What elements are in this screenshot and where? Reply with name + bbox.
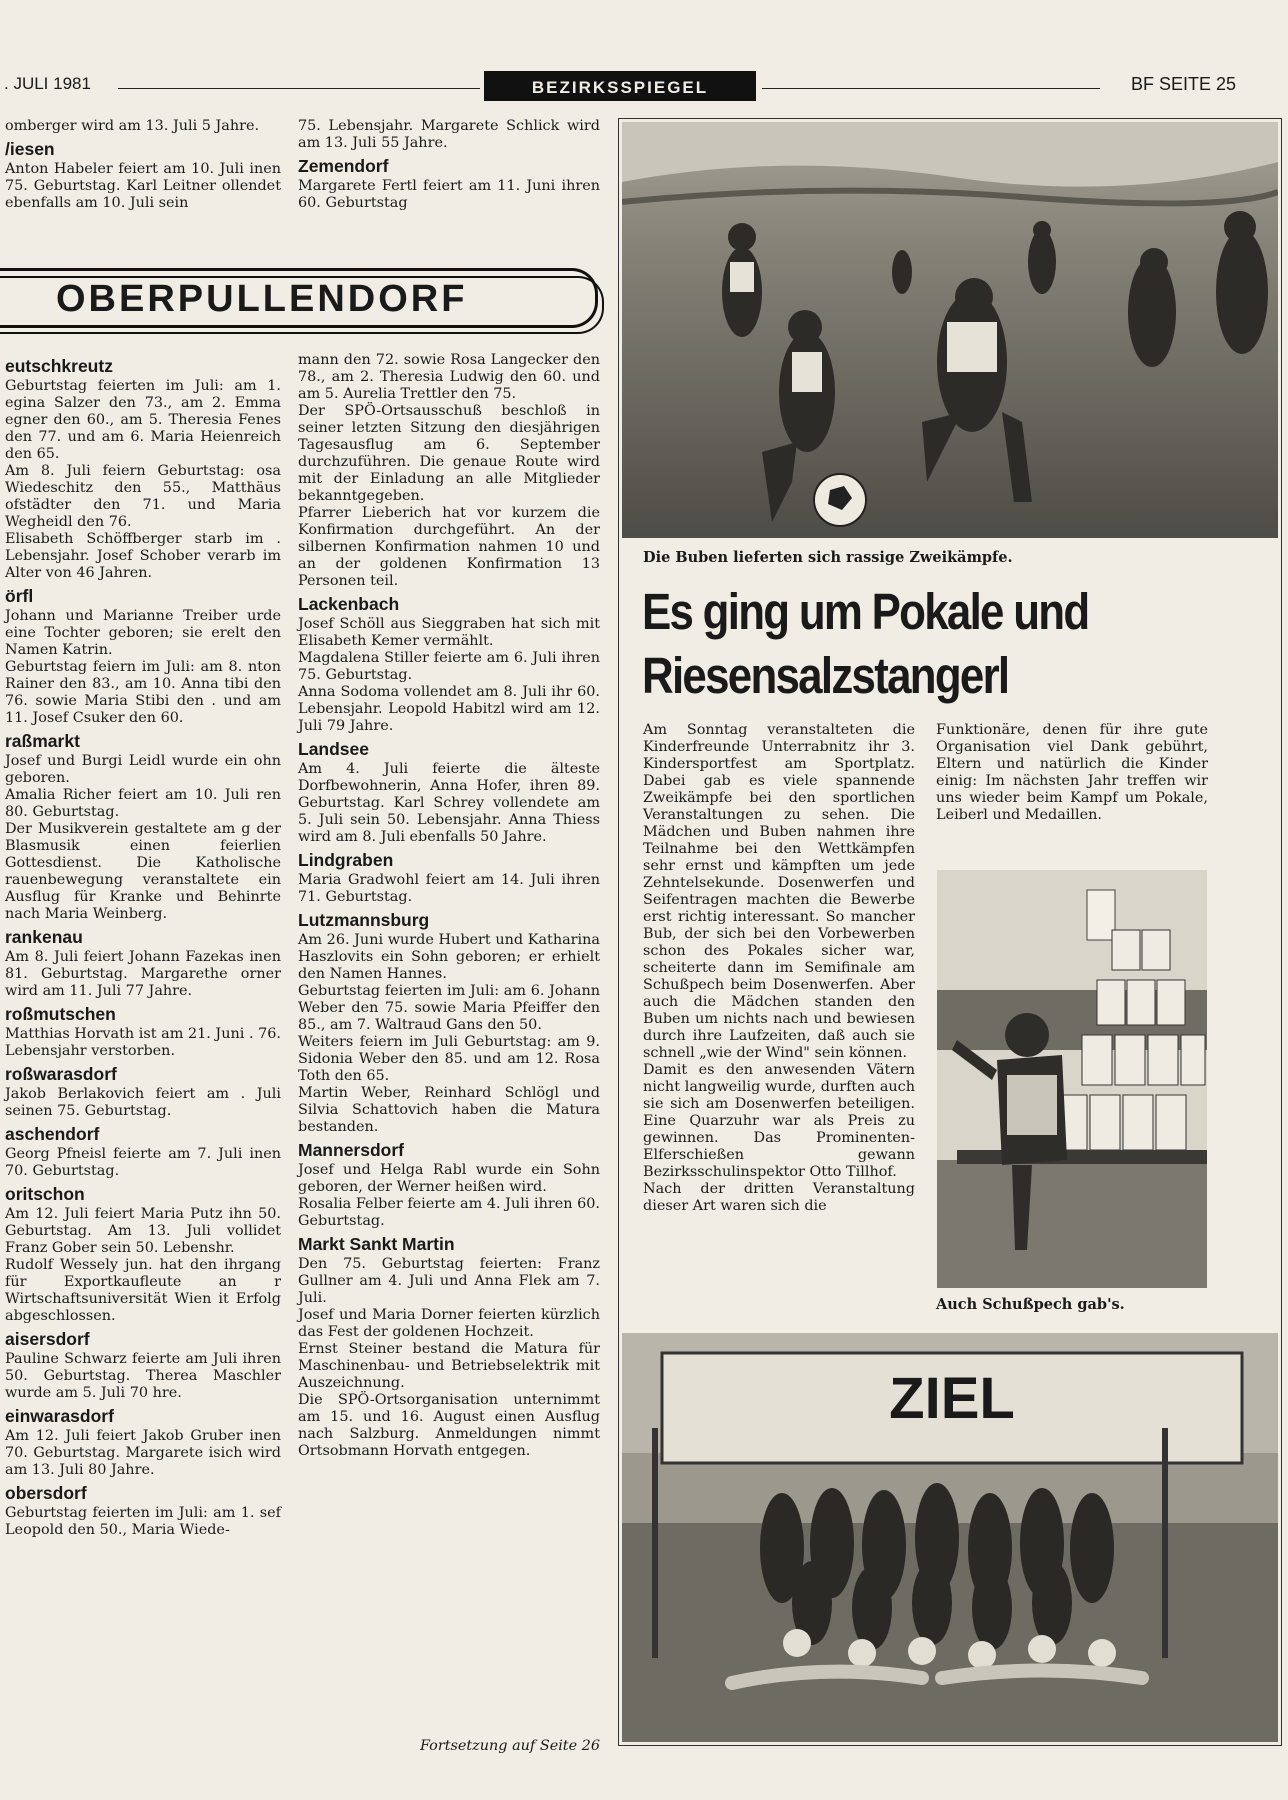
place-heading: aisersdorf: [5, 1329, 90, 1349]
place-heading: einwarasdorf: [5, 1406, 114, 1426]
paragraph: Geburtstag feierten im Juli: am 6. Johann Weber den 75. sowie Maria Pfeiffer den 85., am 7. Waltraud Gans den 50.: [298, 983, 600, 1033]
place-heading: eutschkreutz: [5, 356, 113, 376]
paragraph: Damit es den anwesenden Vätern nicht langweilig wurde, durften auch sie sich am Dosenwerfen beteiligen. Eine Quarzuhr war als Preis zu gewinnen. Das Prominenten-Elferschießen gewann Bezirksschulinspektor Otto Tillhof.: [643, 1062, 915, 1180]
issue-date: . JULI 1981: [4, 74, 91, 93]
paragraph: Jakob Berlakovich feiert am . Juli seinen 75. Geburtstag.: [5, 1086, 281, 1119]
place-heading: roßwarasdorf: [5, 1064, 117, 1084]
football-photo-image: [622, 122, 1278, 538]
top-left-column: [5, 118, 281, 212]
paragraph: Pfarrer Lieberich hat vor kurzem die Konfirmation durchgeführt. An der silbernen Konfirmation nahmen 10 und an der goldenen Konfirmation 13 Personen teil.: [298, 505, 600, 589]
paragraph: Josef und Helga Rabl wurde ein Sohn geboren, der Werner heißen wird.: [298, 1162, 600, 1195]
paragraph: Margarete Fertl feiert am 11. Juni ihren 60. Geburtstag: [298, 178, 600, 211]
district-banner: [0, 268, 598, 328]
paragraph: Geburtstag feiern im Juli: am 8. nton Rainer den 83., am 10. Anna tibi den 76. sowie Maria Stibi den . und am 11. Josef Csuker den 60.: [5, 659, 281, 726]
paragraph: Martin Weber, Reinhard Schlögl und Silvia Schattovich haben die Matura bestanden.: [298, 1085, 600, 1135]
paragraph: Am 26. Juni wurde Hubert und Katharina Haszlovits ein Sohn geboren; er erhielt den Namen Hannes.: [298, 932, 600, 982]
story-headline: Es ging um Pokale und Riesensalzstangerl: [642, 583, 1089, 704]
paragraph: Der Musikverein gestaltete am g der Blasmusik einen feierlien Gottesdienst. Die Katholische rauenbewegung veranstaltete ein Ausflug für Kranke und Behinrte nach Maria Weinberg.: [5, 821, 281, 922]
paragraph: Geburtstag feierten im Juli: am 1. sef Leopold den 50., Maria Wiede-: [5, 1505, 281, 1538]
football-photo-caption: Die Buben lieferten sich rassige Zweikämpfe.: [643, 549, 1013, 566]
place-heading: Lackenbach: [298, 594, 400, 614]
can-throwing-photo: [937, 870, 1207, 1288]
paragraph: Nach der dritten Veranstaltung dieser Art waren sich die: [643, 1181, 915, 1214]
paragraph: Amalia Richer feiert am 10. Juli ren 80. Geburtstag.: [5, 787, 281, 820]
place-heading: Landsee: [298, 739, 369, 759]
paragraph: Am 12. Juli feiert Maria Putz ihn 50. Geburtstag. Am 13. Juli vollidet Franz Gober sein 50. Lebenshr.: [5, 1206, 281, 1256]
header-rule-left: [118, 88, 480, 89]
paragraph: Am 8. Juli feiert Johann Fazekas inen 81. Geburtstag. Margarethe orner wird am 11. Juli 77 Jahre.: [5, 949, 281, 999]
place-heading: raßmarkt: [5, 731, 80, 751]
place-heading: Zemendorf: [298, 156, 389, 176]
place-heading: rankenau: [5, 927, 83, 947]
place-heading: örfl: [5, 586, 34, 606]
paragraph: Ernst Steiner bestand die Matura für Maschinenbau- und Betriebselektrik mit Auszeichnung.: [298, 1341, 600, 1391]
paragraph: Rudolf Wessely jun. hat den ihrgang für Exportkaufleute an r Wirtschaftsuniversität Wien it Erfolg abgeschlossen.: [5, 1257, 281, 1324]
paragraph: Weiters feiern im Juli Geburtstag: am 9. Sidonia Weber den 85. und am 12. Rosa Toth den 65.: [298, 1034, 600, 1084]
paragraph: Pauline Schwarz feierte am Juli ihren 50. Geburtstag. Thereа Maschler wurde am 5. Juli 70 hre.: [5, 1351, 281, 1401]
place-heading: Lindgraben: [298, 850, 394, 870]
place-heading: obersdorf: [5, 1483, 87, 1503]
district-column-2: [298, 352, 600, 1460]
paragraph: Rosalia Felber feierte am 4. Juli ihren 60. Geburtstag.: [298, 1196, 600, 1229]
paragraph: Anton Habeler feiert am 10. Juli inen 75. Geburtstag. Karl Leitner ollendet ebenfalls am 10. Juli sein: [5, 161, 281, 211]
paragraph: Die SPÖ-Ortsorganisation unternimmt am 15. und 16. August einen Ausflug nach Salzburg. Anmeldungen nimmt Ortsobmann Horvath entgegen.: [298, 1392, 600, 1459]
page-header: [0, 74, 1288, 104]
section-title: BEZIRKSSPIEGEL: [484, 71, 756, 101]
paragraph: omberger wird am 13. Juli 5 Jahre.: [5, 118, 260, 134]
paragraph: Josef und Burgi Leidl wurde ein ohn geboren.: [5, 753, 281, 786]
paragraph: Johann und Marianne Treiber urde eine Tochter geboren; sie erelt den Namen Katrin.: [5, 608, 281, 658]
paragraph: Anna Sodoma vollendet am 8. Juli ihr 60. Lebensjahr. Leopold Habitzl wird am 12. Juli 79 Jahre.: [298, 684, 600, 734]
team-photo: [622, 1333, 1278, 1742]
page-number: BF SEITE 25: [1130, 74, 1236, 94]
paragraph: 75. Lebensjahr. Margarete Schlick wird am 13. Juli 55 Jahre.: [298, 118, 600, 151]
paragraph: Der SPÖ-Ortsausschuß beschloß in seiner letzten Sitzung den diesjährigen Tagesausflug am 6. September durchzuführen. Die genaue Route wird mit der Einladung an alle Mitglieder bekanntgegeben.: [298, 403, 600, 504]
story-column-2: [936, 722, 1208, 824]
can-throwing-caption: Auch Schußpech gab's.: [936, 1296, 1125, 1313]
paragraph: Josef und Maria Dorner feierten kürzlich das Fest der goldenen Hochzeit.: [298, 1307, 600, 1340]
paragraph: Am 12. Juli feiert Jakob Gruber inen 70. Geburtstag. Margarete isich wird am 13. Juli 80 Jahre.: [5, 1428, 281, 1478]
place-heading: /iesen: [5, 139, 55, 159]
paragraph: Geburtstag feierten im Juli: am 1. egina Salzer den 73., am 2. Emma egner den 60., am 5. Theresia Fenes den 77. und am 6. Maria Heienreich den 65.: [5, 378, 281, 462]
team-photo-image: [622, 1333, 1278, 1742]
paragraph: Matthias Horvath ist am 21. Juni . 76. Lebensjahr verstorben.: [5, 1026, 281, 1059]
continuation-note: Fortsetzung auf Seite 26: [419, 1738, 600, 1754]
paragraph: Den 75. Geburtstag feierten: Franz Gullner am 4. Juli und Anna Flek am 7. Juli.: [298, 1256, 600, 1306]
district-title: OBERPULLENDORF: [56, 278, 468, 320]
paragraph: Funktionäre, denen für ihre gute Organisation viel Dank gebührt, Eltern und natürlich die Kinder einig: Im nächsten Jahr treffen wir uns wieder beim Kampf um Pokale, Leiberl und Medaillen.: [936, 722, 1208, 823]
place-heading: aschendorf: [5, 1124, 100, 1144]
paragraph: Georg Pfneisl feierte am 7. Juli inen 70. Geburtstag.: [5, 1146, 281, 1179]
football-photo: [622, 122, 1278, 538]
paragraph: Am 8. Juli feiern Geburtstag: osa Wiedeschitz den 55., Matthäus ofstädter den 71. und Maria Wegheidl den 76.: [5, 463, 281, 530]
paragraph: Maria Gradwohl feiert am 14. Juli ihren 71. Geburtstag.: [298, 872, 600, 905]
place-heading: oritschon: [5, 1184, 85, 1204]
story-column-1: [643, 722, 915, 1215]
paragraph: Am 4. Juli feierte die älteste Dorfbewohnerin, Anna Hofer, ihren 89. Geburtstag. Karl Schrey vollendete am 5. Juli sein 50. Lebensjahr. Anna Thiess wird am 8. Juli ebenfalls 50 Jahre.: [298, 761, 600, 845]
can-throwing-photo-image: [937, 870, 1207, 1288]
banner-photo-text: ZIEL: [889, 1366, 1015, 1431]
place-heading: Mannersdorf: [298, 1140, 404, 1160]
place-heading: Markt Sankt Martin: [298, 1234, 455, 1254]
paragraph: Am Sonntag veranstalteten die Kinderfreunde Unterrabnitz ihr 3. Kindersportfest am Sportplatz. Dabei gab es viele spannende Zweikämpfe bei den sportlichen Veranstaltungen zu sehen. Die Mädchen und Buben nahmen ihre Teilnahme bei den Wettkämpfen sehr ernst und kämpften um jede Zehntelsekunde. Dosenwerfen und Seifentragen machten die Bewerbe erst richtig interessant. So mancher Bub, der sich bei den Vorbewerben schon des Pokales sicher war, scheiterte dann im Semifinale am Schußpech beim Dosenwerfen. Aber auch die Mädchen standen den Buben um nichts nach und bewiesen durch ihre Laufzeiten, daß auch sie schnell „wie der Wind" sein können.: [643, 722, 915, 1061]
place-heading: Lutzmannsburg: [298, 910, 430, 930]
top-right-column: [298, 118, 600, 212]
district-column-1: [5, 352, 281, 1539]
paragraph: Elisabeth Schöffberger starb im . Lebensjahr. Josef Schober verarb im Alter von 46 Jahren.: [5, 531, 281, 581]
paragraph: mann den 72. sowie Rosa Langecker den 78., am 2. Theresia Ludwig den 60. und am 5. Aurelia Trettler den 75.: [298, 352, 600, 402]
paragraph: Magdalena Stiller feierte am 6. Juli ihren 75. Geburtstag.: [298, 650, 600, 683]
paragraph: Josef Schöll aus Sieggraben hat sich mit Elisabeth Kemer vermählt.: [298, 616, 600, 649]
continuation-wrap: [298, 1730, 600, 1755]
place-heading: roßmutschen: [5, 1004, 116, 1024]
header-rule-right: [762, 88, 1100, 89]
